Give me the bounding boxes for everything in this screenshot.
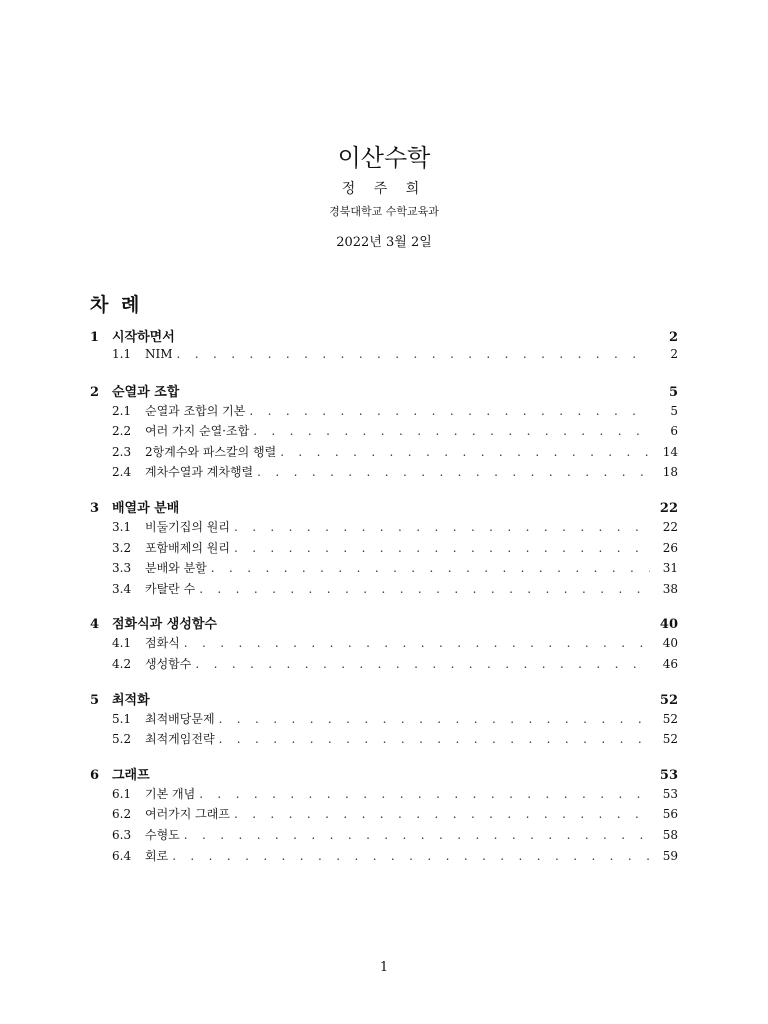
toc-subsection-number: 3.4 [112,581,132,596]
toc-subsection-title: 여러가지 그래프 [145,807,230,822]
toc-subsection-title: 생성함수 [145,656,192,671]
toc-subsection-title: 계차수열과 계차행렬 [145,465,254,480]
toc-subsection-page: 26 [662,540,678,555]
toc-subsection-page: 31 [662,561,678,576]
toc-subsection-number: 3.1 [112,519,132,534]
toc-section [90,497,678,600]
toc-section-row[interactable] [90,381,678,402]
toc-subsection-row[interactable] [90,443,678,464]
toc-section-page: 53 [659,767,678,783]
dot-leader [184,636,650,650]
toc-subsection-title: NIM [145,347,173,361]
dot-leader [219,712,650,726]
toc-subsection-title: 비둘기집의 원리 [145,519,230,534]
toc-subsection-title: 포함배제의 원리 [145,540,230,555]
toc-subsection-title: 최적게임전략 [145,732,215,747]
toc-subsection-page: 59 [662,848,678,863]
toc-subsection-row[interactable] [90,559,678,580]
toc-section [90,689,678,751]
dot-leader [234,541,650,555]
toc-subsection-number: 4.1 [112,636,132,651]
toc-subsection-row[interactable] [90,710,678,731]
dot-leader [249,404,650,418]
toc-subsection-page: 38 [662,581,678,596]
toc-subsection-row[interactable] [90,402,678,423]
toc-subsection-number: 5.2 [112,732,132,747]
dot-leader [195,657,650,671]
toc-section-row[interactable] [90,326,678,347]
toc-subsection-page: 52 [662,711,678,726]
date: 2022년 3월 2일 [336,235,432,250]
toc-subsection-title: 점화식 [145,636,180,651]
dot-leader [172,849,650,863]
toc-subsection-title: 분배와 분할 [145,561,207,576]
toc-section-page: 40 [659,617,678,633]
dot-leader [234,807,650,821]
toc-subsection-row[interactable] [90,518,678,539]
toc-section-title: 최적화 [112,692,150,708]
toc-subsection-page: 2 [670,347,678,361]
toc-subsection-number: 2.4 [112,465,132,480]
toc-section-title: 순열과 조합 [112,384,180,400]
toc-subsection-title: 2항계수와 파스칼의 행렬 [145,444,277,459]
dot-leader [211,561,650,575]
toc-section-number: 5 [90,692,100,708]
toc-subsection-number: 6.1 [112,786,132,801]
toc-subsection-title: 순열과 조합의 기본 [145,403,246,418]
toc-section-title: 그래프 [112,767,150,783]
dot-leader [199,582,650,596]
document-title: 이산수학 [337,144,431,172]
author: 정 주 희 [341,181,427,197]
toc-section-title: 배열과 분배 [112,500,180,516]
toc-subsection-title: 카탈란 수 [145,581,196,596]
toc-section-number: 3 [90,500,100,516]
dot-leader [234,520,650,534]
toc-subsection-row[interactable] [90,655,678,676]
toc-section-number: 2 [90,384,100,400]
toc-section-number: 4 [90,617,100,633]
toc-subsection-page: 14 [662,444,678,459]
toc-section-number: 6 [90,767,100,783]
toc-subsection-number: 6.4 [112,848,132,863]
toc-subsection-title: 수형도 [145,827,180,842]
toc-subsection-title: 여러 가지 순열·조합 [145,424,250,439]
toc-subsection-number: 2.1 [112,403,132,418]
toc-subsection-row[interactable] [90,730,678,751]
toc-subsection-row[interactable] [90,347,678,368]
toc-subsection-page: 22 [662,519,678,534]
toc-subsection-number: 2.2 [112,424,132,439]
toc-subsection-page: 46 [662,656,678,671]
toc-subsection-number: 2.3 [112,444,132,459]
toc-subsection-page: 56 [662,807,678,822]
dot-leader [219,732,650,746]
toc-section [90,764,678,867]
toc-subsection-row[interactable] [90,847,678,868]
dot-leader [184,828,650,842]
toc-section-row[interactable] [90,764,678,785]
toc-section [90,326,678,368]
toc-subsection-page: 18 [662,465,678,480]
table-of-contents [90,326,678,880]
toc-subsection-row[interactable] [90,805,678,826]
toc-section-row[interactable] [90,689,678,710]
toc-subsection-number: 6.3 [112,827,132,842]
toc-section-number: 1 [90,330,100,345]
toc-subsection-page: 5 [670,403,678,418]
page-number: 1 [379,960,389,975]
toc-subsection-number: 5.1 [112,711,132,726]
toc-section-row[interactable] [90,497,678,518]
toc-heading: 차 례 [90,294,143,316]
toc-subsection-title: 기본 개념 [145,786,196,801]
toc-subsection-number: 4.2 [112,656,132,671]
toc-subsection-row[interactable] [90,826,678,847]
toc-subsection-title: 최적배당문제 [145,711,215,726]
toc-subsection-number: 3.2 [112,540,132,555]
toc-subsection-row[interactable] [90,463,678,484]
toc-subsection-number: 3.3 [112,561,132,576]
toc-section-page: 5 [668,384,678,400]
dot-leader [199,787,650,801]
toc-subsection-row[interactable] [90,539,678,560]
toc-subsection-row[interactable] [90,634,678,655]
toc-subsection-row[interactable] [90,580,678,601]
toc-section [90,613,678,675]
toc-subsection-row[interactable] [90,785,678,806]
toc-section-title: 시작하면서 [112,330,175,345]
dot-leader [257,465,650,479]
toc-section-page: 22 [659,500,678,516]
toc-subsection-page: 6 [670,424,678,439]
toc-subsection-number: 1.1 [112,347,132,361]
toc-section-page: 52 [659,692,678,708]
toc-subsection-page: 40 [662,636,678,651]
toc-subsection-row[interactable] [90,422,678,443]
toc-subsection-page: 53 [662,786,678,801]
dot-leader [280,445,650,459]
dot-leader [177,347,650,361]
toc-subsection-page: 52 [662,732,678,747]
toc-section-title: 점화식과 생성함수 [112,617,217,633]
toc-subsection-title: 회로 [145,848,169,863]
toc-section [90,381,678,484]
toc-subsection-number: 6.2 [112,807,132,822]
dot-leader [253,424,650,438]
toc-section-row[interactable] [90,613,678,634]
toc-section-page: 2 [668,330,678,345]
toc-subsection-page: 58 [662,827,678,842]
affiliation: 경북대학교 수학교육과 [329,205,439,218]
